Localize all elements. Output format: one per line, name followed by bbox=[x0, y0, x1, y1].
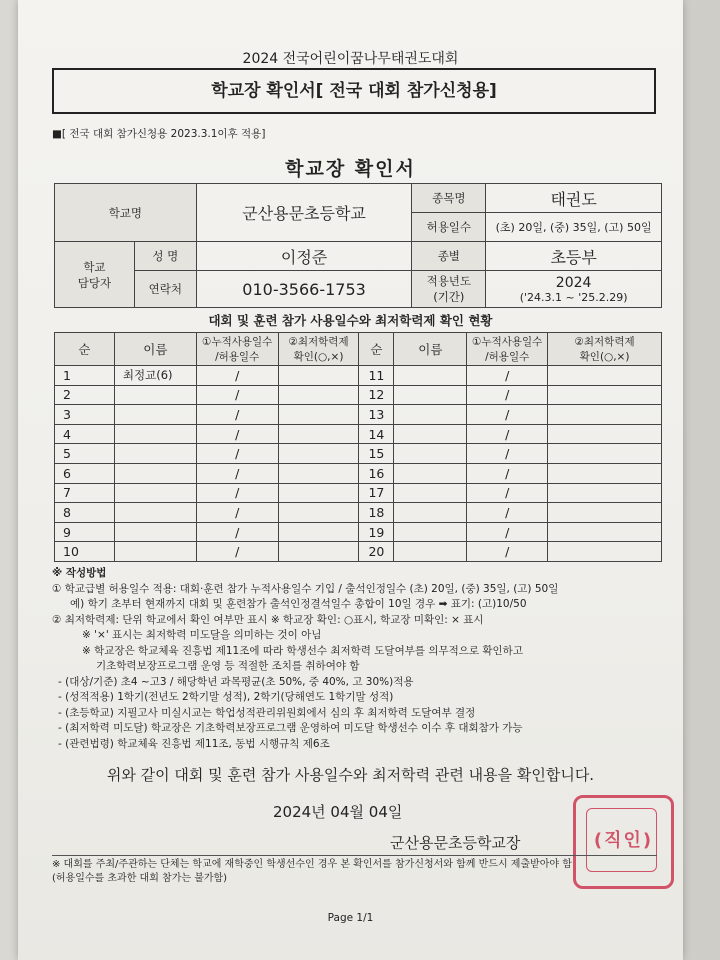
row-check bbox=[548, 503, 662, 523]
row-check bbox=[278, 444, 359, 464]
row-name bbox=[114, 424, 196, 444]
row-days: / bbox=[196, 463, 278, 483]
instruction-below-min: - (최저학력 미도달) 학교장은 기초학력보장프로그램 운영하여 미도달 학생선수 이수 후 대회참가 가능 bbox=[58, 722, 523, 734]
name-label: 성 명 bbox=[134, 242, 196, 271]
row-no: 10 bbox=[55, 542, 115, 562]
table-header-row bbox=[55, 333, 662, 366]
row-check bbox=[548, 444, 662, 464]
col-check-left: ②최저학력제 확인(○,×) bbox=[278, 333, 359, 366]
row-no: 3 bbox=[55, 405, 115, 425]
row-check bbox=[278, 463, 359, 483]
instruction-elementary: - (초등학교) 지필고사 미실시교는 학업성적관리위원회에서 심의 후 최저학력 도달여부 결정 bbox=[58, 706, 476, 719]
year-cell bbox=[486, 271, 662, 308]
instruction-law: - (관련법령) 학교체육 진흥법 제11조, 동법 시행규칙 제6조 bbox=[58, 737, 330, 750]
table-row bbox=[55, 522, 662, 542]
footnote-line-2: (허용일수를 초과한 대회 참가는 불가함) bbox=[52, 873, 228, 884]
row-no: 2 bbox=[55, 385, 115, 405]
footnote-divider bbox=[52, 855, 657, 856]
principal-signature: 군산용문초등학교장 bbox=[390, 834, 521, 852]
instruction-target: - (대상/기준) 초4 ~고3 / 해당학년 과목평균(초 50%, 중 40%, 고 30%)적용 bbox=[58, 675, 414, 688]
table-row bbox=[55, 424, 662, 444]
row-days: / bbox=[467, 522, 548, 542]
col-no-right: 순 bbox=[359, 333, 394, 366]
event-label: 종목명 bbox=[412, 184, 486, 213]
contact-value: 010-3566-1753 bbox=[196, 271, 412, 308]
row-name bbox=[114, 522, 196, 542]
row-check bbox=[548, 522, 662, 542]
row-no: 20 bbox=[359, 542, 394, 562]
footnote bbox=[52, 858, 572, 886]
row-days: / bbox=[467, 424, 548, 444]
year-period: ('24.3.1 ~ '25.2.29) bbox=[519, 290, 628, 304]
issue-date: 2024년 04월 04일 bbox=[273, 803, 403, 821]
table-row bbox=[55, 483, 662, 503]
row-days: / bbox=[467, 463, 548, 483]
row-name bbox=[394, 483, 467, 503]
seal-mark: (직인) bbox=[593, 830, 654, 851]
row-name bbox=[114, 385, 196, 405]
event-value: 태권도 bbox=[486, 184, 662, 213]
row-name bbox=[394, 424, 467, 444]
form-applicability-note: ■[ 전국 대회 참가신청용 2023.3.1이후 적용] bbox=[52, 128, 266, 140]
row-check bbox=[278, 424, 359, 444]
row-no: 16 bbox=[359, 463, 394, 483]
footnote-line-1: ※ 대회를 주최/주관하는 단체는 학교에 재학중인 학생선수인 경우 본 확인서를 참가신청서와 함께 반드시 제출받아야 함 bbox=[52, 859, 572, 870]
row-name bbox=[114, 542, 196, 562]
instructions bbox=[52, 566, 558, 752]
row-name bbox=[114, 483, 196, 503]
contact-label: 연락처 bbox=[134, 271, 196, 308]
row-days: / bbox=[196, 503, 278, 523]
row-days: / bbox=[196, 444, 278, 464]
row-no: 12 bbox=[359, 385, 394, 405]
row-no: 6 bbox=[55, 463, 115, 483]
row-no: 15 bbox=[359, 444, 394, 464]
year-value: 2024 bbox=[555, 274, 592, 291]
instruction-2: ② 최저학력제: 단위 학교에서 확인 여부만 표시 ※ 학교장 확인: ○표시, 학교장 미확인: × 표시 bbox=[52, 613, 484, 626]
row-check bbox=[548, 542, 662, 562]
row-check bbox=[278, 503, 359, 523]
table-row bbox=[55, 444, 662, 464]
row-days: / bbox=[467, 366, 548, 386]
row-check bbox=[548, 366, 662, 386]
row-name bbox=[394, 542, 467, 562]
row-check bbox=[278, 542, 359, 562]
table-row bbox=[55, 542, 662, 562]
row-check bbox=[548, 483, 662, 503]
row-name: 최정교(6) bbox=[114, 366, 196, 386]
row-check bbox=[278, 405, 359, 425]
year-label: 적용년도 (기간) bbox=[412, 271, 486, 308]
allowed-days-value: (초) 20일, (중) 35일, (고) 50일 bbox=[486, 213, 662, 242]
table-row bbox=[55, 405, 662, 425]
instruction-4-cont: 기초학력보장프로그램 운영 등 적절한 조치를 취하여야 함 bbox=[96, 660, 360, 672]
page-number: Page 1/1 bbox=[327, 912, 374, 924]
row-name bbox=[394, 405, 467, 425]
row-no: 4 bbox=[55, 424, 115, 444]
instructions-heading: ※ 작성방법 bbox=[52, 567, 107, 579]
division-label: 종별 bbox=[412, 242, 486, 271]
row-days: / bbox=[196, 542, 278, 562]
row-no: 13 bbox=[359, 405, 394, 425]
row-days: / bbox=[467, 444, 548, 464]
col-no-left: 순 bbox=[55, 333, 115, 366]
instruction-3: ※ '×' 표시는 최저학력 미도달을 의미하는 것이 아님 bbox=[82, 629, 322, 641]
document-page bbox=[18, 0, 683, 960]
list-title: 대회 및 훈련 참가 사용일수와 최저학력제 확인 현황 bbox=[208, 313, 493, 328]
school-label: 학교명 bbox=[55, 184, 197, 242]
row-no: 8 bbox=[55, 503, 115, 523]
row-no: 18 bbox=[359, 503, 394, 523]
manager-label: 학교 담당자 bbox=[55, 242, 135, 308]
instruction-4: ※ 학교장은 학교체육 진흥법 제11조에 따라 학생선수 최저학력 도달여부를 의무적으로 확인하고 bbox=[82, 644, 523, 657]
confirmation-statement: 위와 같이 대회 및 훈련 참가 사용일수와 최저학력 관련 내용을 확인합니다. bbox=[106, 766, 595, 784]
row-days: / bbox=[196, 385, 278, 405]
col-name-left: 이름 bbox=[114, 333, 196, 366]
col-days-left: ①누적사용일수 /허용일수 bbox=[196, 333, 278, 366]
row-name bbox=[114, 463, 196, 483]
main-title: 학교장 확인서 bbox=[285, 158, 416, 180]
info-table bbox=[54, 183, 662, 308]
row-days: / bbox=[467, 405, 548, 425]
row-no: 5 bbox=[55, 444, 115, 464]
event-title: 2024 전국어린이꿈나무태권도대회 bbox=[242, 51, 459, 67]
table-row bbox=[55, 503, 662, 523]
row-check bbox=[278, 522, 359, 542]
instruction-1-example: 예) 학기 초부터 현재까지 대회 및 훈련참가 출석인정결석일수 총합이 10일 경우 ➡ 표기: (고)10/50 bbox=[70, 598, 527, 610]
row-check bbox=[278, 385, 359, 405]
division-value: 초등부 bbox=[486, 242, 662, 271]
school-value: 군산용문초등학교 bbox=[196, 184, 412, 242]
row-no: 19 bbox=[359, 522, 394, 542]
row-check bbox=[548, 405, 662, 425]
row-days: / bbox=[467, 542, 548, 562]
row-check bbox=[278, 366, 359, 386]
col-check-right: ②최저학력제 확인(○,×) bbox=[548, 333, 662, 366]
row-no: 14 bbox=[359, 424, 394, 444]
row-name bbox=[394, 385, 467, 405]
row-days: / bbox=[467, 483, 548, 503]
col-days-right: ①누적사용일수 /허용일수 bbox=[467, 333, 548, 366]
row-no: 11 bbox=[359, 366, 394, 386]
row-days: / bbox=[196, 483, 278, 503]
form-title-box: 학교장 확인서[ 전국 대회 참가신청용] bbox=[52, 68, 656, 114]
row-check bbox=[548, 463, 662, 483]
instruction-1: ① 학교급별 허용일수 적용: 대회·훈련 참가 누적사용일수 기입 / 출석인정일수 (초) 20일, (중) 35일, (고) 50일 bbox=[52, 582, 559, 595]
instruction-grades: - (성적적용) 1학기(전년도 2학기말 성적), 2학기(당해연도 1학기말 성적) bbox=[58, 691, 394, 703]
row-days: / bbox=[467, 503, 548, 523]
official-seal bbox=[573, 795, 674, 889]
col-name-right: 이름 bbox=[394, 333, 467, 366]
row-name bbox=[394, 503, 467, 523]
name-value: 이정준 bbox=[196, 242, 412, 271]
row-check bbox=[548, 424, 662, 444]
allowed-days-label: 허용일수 bbox=[412, 213, 486, 242]
row-days: / bbox=[467, 385, 548, 405]
row-no: 17 bbox=[359, 483, 394, 503]
row-days: / bbox=[196, 366, 278, 386]
row-no: 7 bbox=[55, 483, 115, 503]
row-check bbox=[548, 385, 662, 405]
participant-table bbox=[54, 332, 662, 562]
table-row bbox=[55, 463, 662, 483]
row-name bbox=[394, 522, 467, 542]
row-name bbox=[394, 463, 467, 483]
row-name bbox=[114, 503, 196, 523]
row-no: 9 bbox=[55, 522, 115, 542]
row-name bbox=[394, 444, 467, 464]
table-row bbox=[55, 385, 662, 405]
row-days: / bbox=[196, 424, 278, 444]
row-name bbox=[394, 366, 467, 386]
table-row bbox=[55, 366, 662, 386]
row-no: 1 bbox=[55, 366, 115, 386]
row-name bbox=[114, 405, 196, 425]
row-days: / bbox=[196, 405, 278, 425]
row-check bbox=[278, 483, 359, 503]
row-days: / bbox=[196, 522, 278, 542]
row-name bbox=[114, 444, 196, 464]
